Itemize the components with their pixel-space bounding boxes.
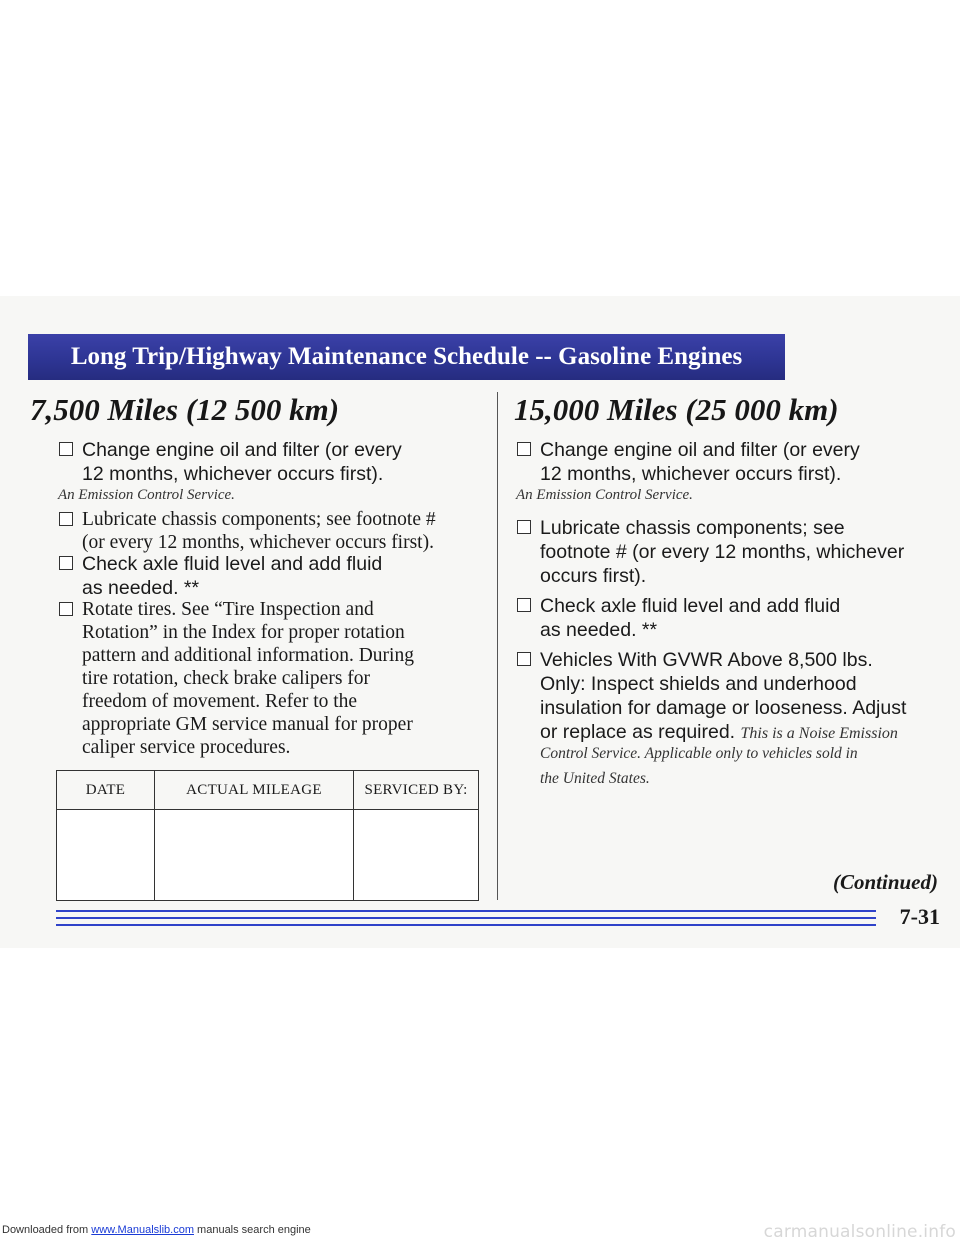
left-item-oil: Change engine oil and filter (or every 12 months, whichever occurs first). (82, 438, 402, 486)
checkbox-icon[interactable] (517, 652, 531, 666)
left-item-axle: Check axle fluid level and add fluid as needed. ** (82, 552, 382, 600)
serviced-by-cell[interactable] (354, 810, 479, 901)
right-item-oil: Change engine oil and filter (or every 12 months, whichever occurs first). (540, 438, 860, 486)
right-emission-note: An Emission Control Service. (516, 487, 693, 503)
page-number: 7-31 (899, 904, 940, 929)
left-item-tires: Rotate tires. See “Tire Inspection and Rotation” in the Index for proper rotation pattern and additional information. During tire rotation, check brake calipers for freedom of movement. Refer to the appropriate GM service manual for proper caliper service procedures. (82, 598, 414, 759)
footer-rule-bottom (56, 924, 876, 926)
left-item-chassis: Lubricate chassis components; see footnote # (or every 12 months, whichever occurs first). (82, 508, 436, 554)
mileage-cell[interactable] (155, 810, 354, 901)
checkbox-icon[interactable] (517, 520, 531, 534)
watermark-text: carmanualsonline.info (763, 1222, 956, 1242)
right-noise-note-3: the United States. (540, 770, 650, 787)
right-heading: 15,000 Miles (25 000 km) (514, 392, 839, 427)
footer-rule-mid (56, 917, 876, 919)
right-item-chassis: Lubricate chassis components; see footnote # (or every 12 months, whichever occurs first). (540, 516, 904, 588)
table-header-date: DATE (57, 771, 155, 810)
download-footer: Downloaded from www.Manualslib.com manuals search engine carmanualsonline.info (2, 1222, 956, 1242)
service-record-table (56, 770, 479, 901)
checkbox-icon[interactable] (517, 598, 531, 612)
section-banner: Long Trip/Highway Maintenance Schedule -- Gasoline Engines (28, 334, 785, 380)
checkbox-icon[interactable] (59, 602, 73, 616)
checkbox-icon[interactable] (59, 556, 73, 570)
checkbox-icon[interactable] (59, 442, 73, 456)
column-divider (497, 392, 498, 900)
right-item-axle: Check axle fluid level and add fluid as needed. ** (540, 594, 840, 642)
left-heading: 7,500 Miles (12 500 km) (30, 392, 340, 427)
table-header-serviced-by: SERVICED BY: (354, 771, 479, 810)
table-row (57, 810, 479, 901)
continued-label: (Continued) (832, 870, 938, 894)
right-noise-note-2: Control Service. Applicable only to vehicles sold in (540, 745, 858, 762)
right-item-shields: Vehicles With GVWR Above 8,500 lbs. Only: Inspect shields and underhood insulation for damage or looseness. Adjust or replace as required. This is a Noise Emission (540, 648, 906, 746)
footer-rule-top (56, 910, 876, 912)
date-cell[interactable] (57, 810, 155, 901)
table-header-row (57, 771, 479, 810)
manualslib-link[interactable]: www.Manualslib.com (91, 1224, 194, 1236)
checkbox-icon[interactable] (59, 512, 73, 526)
table-header-mileage: ACTUAL MILEAGE (155, 771, 354, 810)
left-emission-note: An Emission Control Service. (58, 487, 235, 503)
checkbox-icon[interactable] (517, 442, 531, 456)
